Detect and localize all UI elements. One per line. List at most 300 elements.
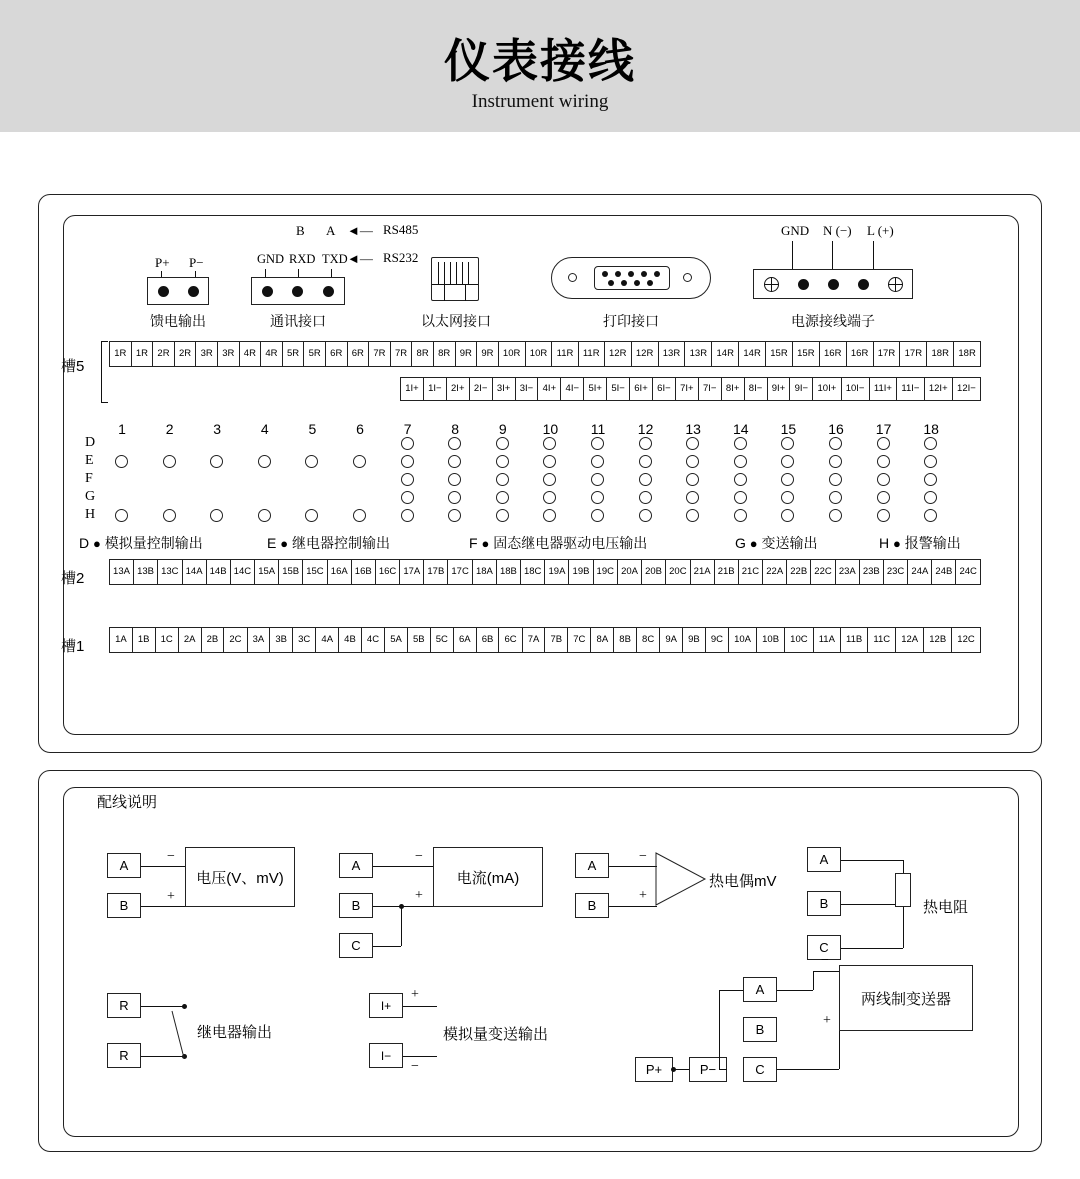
slot2-terminal-cell[interactable]: 23A <box>836 560 860 584</box>
twt-sign-plus: + <box>823 1013 831 1028</box>
slot5-current-cell[interactable]: 8I− <box>745 378 768 400</box>
matrix-terminal-circle[interactable] <box>591 473 604 486</box>
slot5-terminal-cell[interactable]: 7R <box>391 342 413 366</box>
matrix-terminal-circle[interactable] <box>639 455 652 468</box>
rtd-wire-a <box>841 860 903 861</box>
slot1-terminal-cell[interactable]: 8B <box>614 628 637 652</box>
twt-terminal-c: C <box>743 1057 777 1082</box>
slot5-terminal-cell[interactable]: 15R <box>766 342 793 366</box>
slot5-terminal-cell[interactable]: 4R <box>261 342 283 366</box>
slot5-current-cell[interactable]: 1I+ <box>401 378 424 400</box>
feed-pin-label-pminus: P− <box>189 255 204 270</box>
slot5-terminal-cell[interactable]: 9R <box>477 342 499 366</box>
slot5-terminal-cell[interactable]: 18R <box>958 348 976 360</box>
slot2-terminal-cell[interactable]: 20B <box>642 560 666 584</box>
slot1-terminal-cell[interactable]: 11A <box>814 628 841 652</box>
rs485-arrow-icon: ◄— <box>347 223 373 238</box>
slot5-terminal-cell[interactable]: 15R <box>793 342 820 366</box>
matrix-terminal-circle[interactable] <box>829 473 842 486</box>
twt-wire-plus-riser <box>839 1029 840 1069</box>
instrument-rear-panel <box>38 194 1042 753</box>
matrix-row-label: H <box>85 507 96 522</box>
slot2-terminal-cell[interactable]: 13C <box>158 560 183 584</box>
slot5-terminal-cell[interactable]: 14R <box>712 342 739 366</box>
rtd-resistor-symbol <box>895 873 911 907</box>
matrix-terminal-circle[interactable] <box>591 509 604 522</box>
connector-name-feed-output: 馈电输出 <box>150 313 206 329</box>
slot2-terminal-cell[interactable]: 18B <box>497 560 521 584</box>
thermocouple-label: 热电偶mV <box>709 873 777 890</box>
matrix-terminal-circle[interactable] <box>401 491 414 504</box>
slot5-terminal-cell[interactable]: 8R <box>434 342 456 366</box>
slot5-current-cell[interactable]: 5I− <box>607 378 630 400</box>
matrix-terminal-circle[interactable] <box>496 491 509 504</box>
matrix-column-number: 16 <box>828 421 844 437</box>
slot5-terminal-cell[interactable]: 8R <box>412 342 434 366</box>
slot5-terminal-cell[interactable]: 1R <box>132 342 154 366</box>
rj45-pin <box>438 262 439 284</box>
rtd-wire-c <box>841 948 903 949</box>
bus-label-rs232: RS232 <box>383 250 419 265</box>
slot5-terminal-cell[interactable]: 7R <box>369 342 391 366</box>
slot5-current-cell[interactable]: 9I− <box>790 378 813 400</box>
twt-terminal-a: A <box>743 977 777 1002</box>
matrix-terminal-circle[interactable] <box>258 455 271 468</box>
matrix-terminal-circle[interactable] <box>734 473 747 486</box>
slot5-label: 槽5 <box>61 358 85 375</box>
matrix-terminal-circle[interactable] <box>115 455 128 468</box>
analog-terminal-iminus: I− <box>369 1043 403 1068</box>
slot5-current-cell[interactable]: 12I− <box>957 383 976 395</box>
slot5-terminal-cell[interactable]: 16R <box>820 342 847 366</box>
slot2-terminal-cell[interactable]: 16B <box>352 560 376 584</box>
slot1-terminal-cell[interactable]: 10B <box>757 628 785 652</box>
matrix-terminal-circle[interactable] <box>829 437 842 450</box>
matrix-column-number: 5 <box>308 421 317 437</box>
slot1-terminal-cell[interactable]: 5B <box>408 628 431 652</box>
matrix-terminal-circle[interactable] <box>401 473 414 486</box>
thermocouple-wire-top <box>609 866 657 867</box>
slot5-terminal-cell[interactable]: 11R <box>579 342 605 366</box>
twt-terminal-pminus: P− <box>689 1057 727 1082</box>
legend-item-e <box>267 533 390 553</box>
slot2-terminal-cell[interactable]: 22A <box>763 560 787 584</box>
matrix-terminal-circle[interactable] <box>829 455 842 468</box>
legend-key: D <box>79 535 90 551</box>
matrix-terminal-circle[interactable] <box>496 437 509 450</box>
current-sign-minus: − <box>415 849 423 864</box>
slot5-terminal-cell[interactable]: 5R <box>283 342 305 366</box>
matrix-column-number: 14 <box>733 421 749 437</box>
matrix-column-number: 10 <box>542 421 559 437</box>
rtd-label: 热电阻 <box>923 899 969 916</box>
slot2-terminal-cell[interactable]: 24C <box>959 566 977 578</box>
slot5-terminal-cell[interactable]: 3R <box>218 342 240 366</box>
header-banner <box>0 0 1080 132</box>
slot5-terminal-cell[interactable]: 16R <box>847 342 874 366</box>
slot5-terminal-cell[interactable]: 6R <box>326 342 348 366</box>
slot1-terminal-cell[interactable]: 11B <box>841 628 868 652</box>
slot5-current-cell[interactable]: 12I+ <box>925 378 953 400</box>
power-pin-n: N (−) <box>823 223 852 238</box>
rtd-terminal-c: C <box>807 935 841 960</box>
twt-wire-minus-top <box>813 971 839 972</box>
slot2-terminal-cell[interactable]: 22C <box>811 560 836 584</box>
matrix-terminal-circle[interactable] <box>877 437 890 450</box>
matrix-row-label: D <box>85 435 96 450</box>
twt-wire-minus-riser <box>813 971 814 990</box>
legend-key: E <box>267 535 277 551</box>
slot1-terminal-cell[interactable]: 1C <box>156 628 179 652</box>
comm-pin-gnd: GND <box>257 252 285 266</box>
slot5-terminal-cell[interactable]: 2R <box>175 342 197 366</box>
slot1-terminal-cell[interactable]: 4A <box>316 628 339 652</box>
terminal-screw <box>292 286 303 297</box>
slot5-terminal-cell[interactable]: 13R <box>685 342 712 366</box>
matrix-terminal-circle[interactable] <box>591 491 604 504</box>
matrix-terminal-circle[interactable] <box>496 455 509 468</box>
current-wire-join-h <box>401 906 433 907</box>
matrix-terminal-circle[interactable] <box>401 455 414 468</box>
voltage-terminal-b: B <box>107 893 141 918</box>
power-pin-gnd: GND <box>781 223 810 238</box>
slot5-current-cell[interactable]: 6I− <box>653 378 676 400</box>
legend-key: H <box>879 535 890 551</box>
slot5-current-cell[interactable]: 4I− <box>561 378 584 400</box>
slot5-current-cell[interactable]: 10I+ <box>813 378 841 400</box>
slot2-terminal-cell[interactable]: 17B <box>424 560 448 584</box>
feed-pin-label-pplus: P+ <box>155 255 170 270</box>
slot1-terminal-cell[interactable]: 2A <box>179 628 202 652</box>
matrix-terminal-circle[interactable] <box>591 437 604 450</box>
legend-item-g <box>735 533 818 553</box>
matrix-terminal-circle[interactable] <box>734 491 747 504</box>
relay-terminal-r2: R <box>107 1043 141 1068</box>
analog-sign-plus: + <box>411 987 419 1002</box>
slot1-terminal-cell[interactable]: 1B <box>133 628 156 652</box>
twt-terminal-b: B <box>743 1017 777 1042</box>
slot1-terminal-strip[interactable] <box>109 627 981 653</box>
matrix-terminal-circle[interactable] <box>353 509 366 522</box>
terminal-screw <box>828 279 839 290</box>
db9-pin <box>615 271 621 277</box>
slot2-terminal-cell[interactable]: 17C <box>448 560 473 584</box>
power-pin-l: L (+) <box>867 223 894 238</box>
matrix-terminal-circle[interactable] <box>829 491 842 504</box>
slot1-label: 槽1 <box>61 638 85 655</box>
slot5-terminal-cell[interactable]: 11R <box>552 342 578 366</box>
slot5-terminal-cell[interactable]: 12R <box>632 342 659 366</box>
legend-dot-icon: ● <box>893 536 901 551</box>
slot1-terminal-cell[interactable]: 5C <box>431 628 454 652</box>
slot5-row-r[interactable] <box>109 341 981 367</box>
slot2-terminal-cell[interactable]: 21C <box>739 560 764 584</box>
terminal-screw <box>323 286 334 297</box>
db9-pin <box>602 271 608 277</box>
slot1-terminal-cell[interactable]: 2B <box>202 628 225 652</box>
matrix-row-label: G <box>85 489 96 504</box>
slot1-terminal-cell[interactable]: 12A <box>896 628 924 652</box>
matrix-column-number: 6 <box>356 421 364 437</box>
slot1-terminal-cell[interactable]: 11C <box>868 628 896 652</box>
matrix-column-number: 8 <box>451 421 460 437</box>
matrix-terminal-circle[interactable] <box>877 509 890 522</box>
rj45-pin <box>444 262 445 284</box>
db9-pin <box>634 280 640 286</box>
connector-name-communication: 通讯接口 <box>270 313 326 329</box>
slot1-terminal-cell[interactable]: 3B <box>270 628 293 652</box>
matrix-column-number: 15 <box>780 421 797 437</box>
voltage-sign-plus: + <box>167 889 175 904</box>
thermocouple-terminal-b: B <box>575 893 609 918</box>
slot5-terminal-cell[interactable]: 18R <box>927 342 954 366</box>
matrix-terminal-circle[interactable] <box>496 509 509 522</box>
slot5-current-cell[interactable]: 1I− <box>424 378 447 400</box>
slot5-current-cell[interactable]: 2I− <box>470 378 493 400</box>
feed-output-terminal[interactable] <box>147 277 209 305</box>
db9-pin <box>647 280 653 286</box>
slot2-terminal-cell[interactable]: 19C <box>594 560 619 584</box>
twt-node-p <box>671 1067 676 1072</box>
matrix-terminal-circle[interactable] <box>591 455 604 468</box>
slot5-current-cell[interactable]: 3I− <box>516 378 539 400</box>
slot2-terminal-strip[interactable] <box>109 559 981 585</box>
slot5-terminal-cell[interactable]: 17R <box>900 342 927 366</box>
legend-text: 继电器控制输出 <box>291 535 390 551</box>
slot2-terminal-cell[interactable]: 20C <box>666 560 691 584</box>
current-terminal-c: C <box>339 933 373 958</box>
matrix-terminal-circle[interactable] <box>401 509 414 522</box>
slot2-terminal-cell[interactable]: 15C <box>303 560 328 584</box>
matrix-terminal-circle[interactable] <box>639 473 652 486</box>
slot5-current-cell[interactable]: 2I+ <box>447 378 470 400</box>
legend-dot-icon: ● <box>280 536 289 551</box>
matrix-column-number: 3 <box>213 421 222 437</box>
matrix-row-label: E <box>85 453 94 468</box>
slot2-terminal-cell[interactable]: 18C <box>521 560 546 584</box>
slot1-terminal-cell[interactable]: 8A <box>591 628 614 652</box>
matrix-terminal-circle[interactable] <box>163 509 176 522</box>
communication-terminal[interactable] <box>251 277 345 305</box>
matrix-terminal-circle[interactable] <box>115 509 128 522</box>
slot5-current-cell[interactable]: 10I− <box>842 378 870 400</box>
wiring-panel-title: 配线说明 <box>97 794 158 811</box>
matrix-terminal-circle[interactable] <box>734 437 747 450</box>
slot5-terminal-cell[interactable]: 14R <box>739 342 766 366</box>
matrix-terminal-circle[interactable] <box>401 437 414 450</box>
slot5-current-cell[interactable]: 3I+ <box>493 378 516 400</box>
matrix-terminal-circle[interactable] <box>734 455 747 468</box>
slot1-terminal-cell[interactable]: 4B <box>339 628 362 652</box>
slot2-terminal-cell[interactable]: 15A <box>255 560 279 584</box>
slot2-terminal-cell[interactable]: 16A <box>328 560 352 584</box>
slot1-terminal-cell[interactable]: 6B <box>477 628 500 652</box>
legend-text: 报警输出 <box>904 535 961 551</box>
rj45-pin <box>468 262 469 284</box>
analog-transmit-label: 模拟量变送输出 <box>443 1026 549 1043</box>
rj45-pin <box>456 262 457 284</box>
thermocouple-wire-bottom <box>609 906 657 907</box>
slot2-terminal-cell[interactable]: 24A <box>908 560 932 584</box>
slot1-terminal-cell[interactable]: 7B <box>545 628 568 652</box>
slot5-current-cell[interactable]: 6I+ <box>630 378 653 400</box>
twt-wire-a-out <box>777 990 813 991</box>
slot5-current-cell[interactable]: 8I+ <box>722 378 745 400</box>
current-source-box: 电流(mA) <box>433 847 543 907</box>
slot5-current-cell[interactable]: 4I+ <box>538 378 561 400</box>
comm-pin-txd: TXD <box>322 252 348 266</box>
slot2-terminal-cell[interactable]: 13A <box>110 560 134 584</box>
current-junction-node <box>399 904 404 909</box>
matrix-terminal-circle[interactable] <box>258 509 271 522</box>
slot2-terminal-cell[interactable]: 23C <box>884 560 909 584</box>
slot2-terminal-cell[interactable]: 14B <box>207 560 231 584</box>
matrix-column-number: 18 <box>923 421 939 437</box>
slot2-terminal-cell[interactable]: 22B <box>787 560 811 584</box>
slot5-terminal-cell[interactable]: 10R <box>526 342 553 366</box>
slot5-terminal-cell[interactable]: 1R <box>110 342 132 366</box>
slot5-terminal-cell[interactable]: 2R <box>153 342 175 366</box>
current-wire-top <box>373 866 433 867</box>
slot2-terminal-cell[interactable]: 21B <box>715 560 739 584</box>
slot1-terminal-cell[interactable]: 10A <box>729 628 757 652</box>
comm-label-a: A <box>326 223 336 238</box>
relay-switch-symbol <box>167 1001 197 1059</box>
slot5-terminal-cell[interactable]: 5R <box>304 342 326 366</box>
slot2-terminal-cell[interactable]: 13B <box>134 560 158 584</box>
terminal-screw <box>798 279 809 290</box>
slot2-terminal-cell[interactable]: 19B <box>569 560 593 584</box>
twt-sign-minus: − <box>821 953 829 968</box>
slot5-current-cell[interactable]: 7I− <box>699 378 722 400</box>
slot5-terminal-cell[interactable]: 10R <box>499 342 526 366</box>
matrix-terminal-circle[interactable] <box>639 491 652 504</box>
slot5-row-i[interactable] <box>400 377 981 401</box>
thermocouple-sign-plus: + <box>639 888 647 903</box>
matrix-terminal-circle[interactable] <box>734 509 747 522</box>
slot1-terminal-cell[interactable]: 3C <box>293 628 316 652</box>
matrix-column-number: 17 <box>875 421 892 437</box>
slot1-terminal-cell[interactable]: 9A <box>660 628 683 652</box>
thermocouple-terminal-a: A <box>575 853 609 878</box>
matrix-terminal-circle[interactable] <box>877 491 890 504</box>
legend-dot-icon: ● <box>481 536 490 551</box>
slot2-terminal-cell[interactable]: 16C <box>376 560 401 584</box>
voltage-wire-bottom <box>141 906 185 907</box>
print-port-db9[interactable] <box>551 257 711 299</box>
current-wire-c <box>373 946 401 947</box>
slot2-terminal-cell[interactable]: 24B <box>932 560 956 584</box>
matrix-terminal-circle[interactable] <box>353 455 366 468</box>
slot5-current-cell[interactable]: 9I+ <box>768 378 791 400</box>
legend-text: 变送输出 <box>761 535 818 551</box>
slot2-terminal-cell[interactable]: 14C <box>231 560 256 584</box>
slot5-terminal-cell[interactable]: 6R <box>348 342 370 366</box>
matrix-column-number: 7 <box>403 421 412 437</box>
slot2-terminal-cell[interactable]: 20A <box>618 560 642 584</box>
ethernet-port-rj45[interactable] <box>431 257 479 301</box>
slot1-terminal-cell[interactable]: 6A <box>454 628 477 652</box>
rtd-terminal-a: A <box>807 847 841 872</box>
legend-key: G <box>735 535 746 551</box>
twt-wire-pminus-join <box>719 1069 727 1070</box>
twt-wire-to-a <box>719 990 743 991</box>
matrix-terminal-circle[interactable] <box>829 509 842 522</box>
slot1-terminal-cell[interactable]: 9C <box>706 628 729 652</box>
connector-name-power: 电源接线端子 <box>791 313 875 329</box>
db9-pin <box>621 280 627 286</box>
slot1-terminal-cell[interactable]: 10C <box>785 628 814 652</box>
matrix-terminal-circle[interactable] <box>163 455 176 468</box>
matrix-column-number: 12 <box>637 421 654 437</box>
slot5-current-cell[interactable]: 7I+ <box>676 378 699 400</box>
matrix-terminal-circle[interactable] <box>639 509 652 522</box>
slot1-terminal-cell[interactable]: 1A <box>110 628 133 652</box>
analog-wire-bottom <box>403 1056 437 1057</box>
slot1-terminal-cell[interactable]: 8C <box>637 628 660 652</box>
connector-name-ethernet: 以太网接口 <box>421 313 491 329</box>
slot5-current-cell[interactable]: 11I− <box>897 378 924 400</box>
slot5-terminal-cell[interactable]: 12R <box>605 342 632 366</box>
rs232-arrow-icon: ◄— <box>347 251 373 266</box>
thermocouple-sign-minus: − <box>639 849 647 864</box>
slot5-terminal-cell[interactable]: 4R <box>240 342 262 366</box>
slot2-terminal-cell[interactable]: 18A <box>473 560 497 584</box>
current-sign-plus: + <box>415 888 423 903</box>
power-screw-open <box>764 277 779 292</box>
slot5-terminal-cell[interactable]: 17R <box>874 342 901 366</box>
slot1-terminal-cell[interactable]: 12C <box>957 634 975 646</box>
slot5-current-cell[interactable]: 5I+ <box>584 378 607 400</box>
legend-text: 固态继电器驱动电压输出 <box>493 535 648 551</box>
matrix-terminal-circle[interactable] <box>877 473 890 486</box>
slot1-terminal-cell[interactable]: 5A <box>385 628 408 652</box>
slot2-terminal-cell[interactable]: 19A <box>545 560 569 584</box>
slot1-terminal-cell[interactable]: 6C <box>499 628 522 652</box>
current-wire-b <box>373 906 401 907</box>
slot1-terminal-cell[interactable]: 12B <box>924 628 952 652</box>
slot5-bracket <box>101 341 108 403</box>
slot1-terminal-cell[interactable]: 7C <box>568 628 591 652</box>
twt-wire-c-out <box>777 1069 839 1070</box>
power-terminal-block[interactable] <box>753 269 913 299</box>
slot1-terminal-cell[interactable]: 4C <box>362 628 385 652</box>
rj45-line <box>432 284 478 285</box>
voltage-terminal-a: A <box>107 853 141 878</box>
slot5-terminal-cell[interactable]: 3R <box>196 342 218 366</box>
wiring-description-panel <box>38 770 1042 1152</box>
rtd-wire-b <box>841 904 903 905</box>
db9-mount-hole <box>683 273 692 282</box>
slot2-terminal-cell[interactable]: 17A <box>400 560 424 584</box>
slot1-terminal-cell[interactable]: 9B <box>683 628 706 652</box>
slot2-terminal-cell[interactable]: 15B <box>279 560 303 584</box>
legend-key: F <box>469 535 478 551</box>
matrix-terminal-circle[interactable] <box>496 473 509 486</box>
matrix-terminal-circle[interactable] <box>877 455 890 468</box>
slot1-terminal-cell[interactable]: 7A <box>523 628 546 652</box>
slot2-terminal-cell[interactable]: 14A <box>183 560 207 584</box>
matrix-terminal-circle[interactable] <box>639 437 652 450</box>
slot5-terminal-cell[interactable]: 9R <box>456 342 478 366</box>
db9-pin <box>608 280 614 286</box>
slot5-current-cell[interactable]: 11I+ <box>870 378 897 400</box>
slot2-terminal-cell[interactable]: 21A <box>691 560 715 584</box>
slot1-terminal-cell[interactable]: 3A <box>248 628 271 652</box>
slot5-terminal-cell[interactable]: 13R <box>659 342 686 366</box>
slot1-terminal-cell[interactable]: 2C <box>224 628 247 652</box>
slot2-terminal-cell[interactable]: 23B <box>860 560 884 584</box>
